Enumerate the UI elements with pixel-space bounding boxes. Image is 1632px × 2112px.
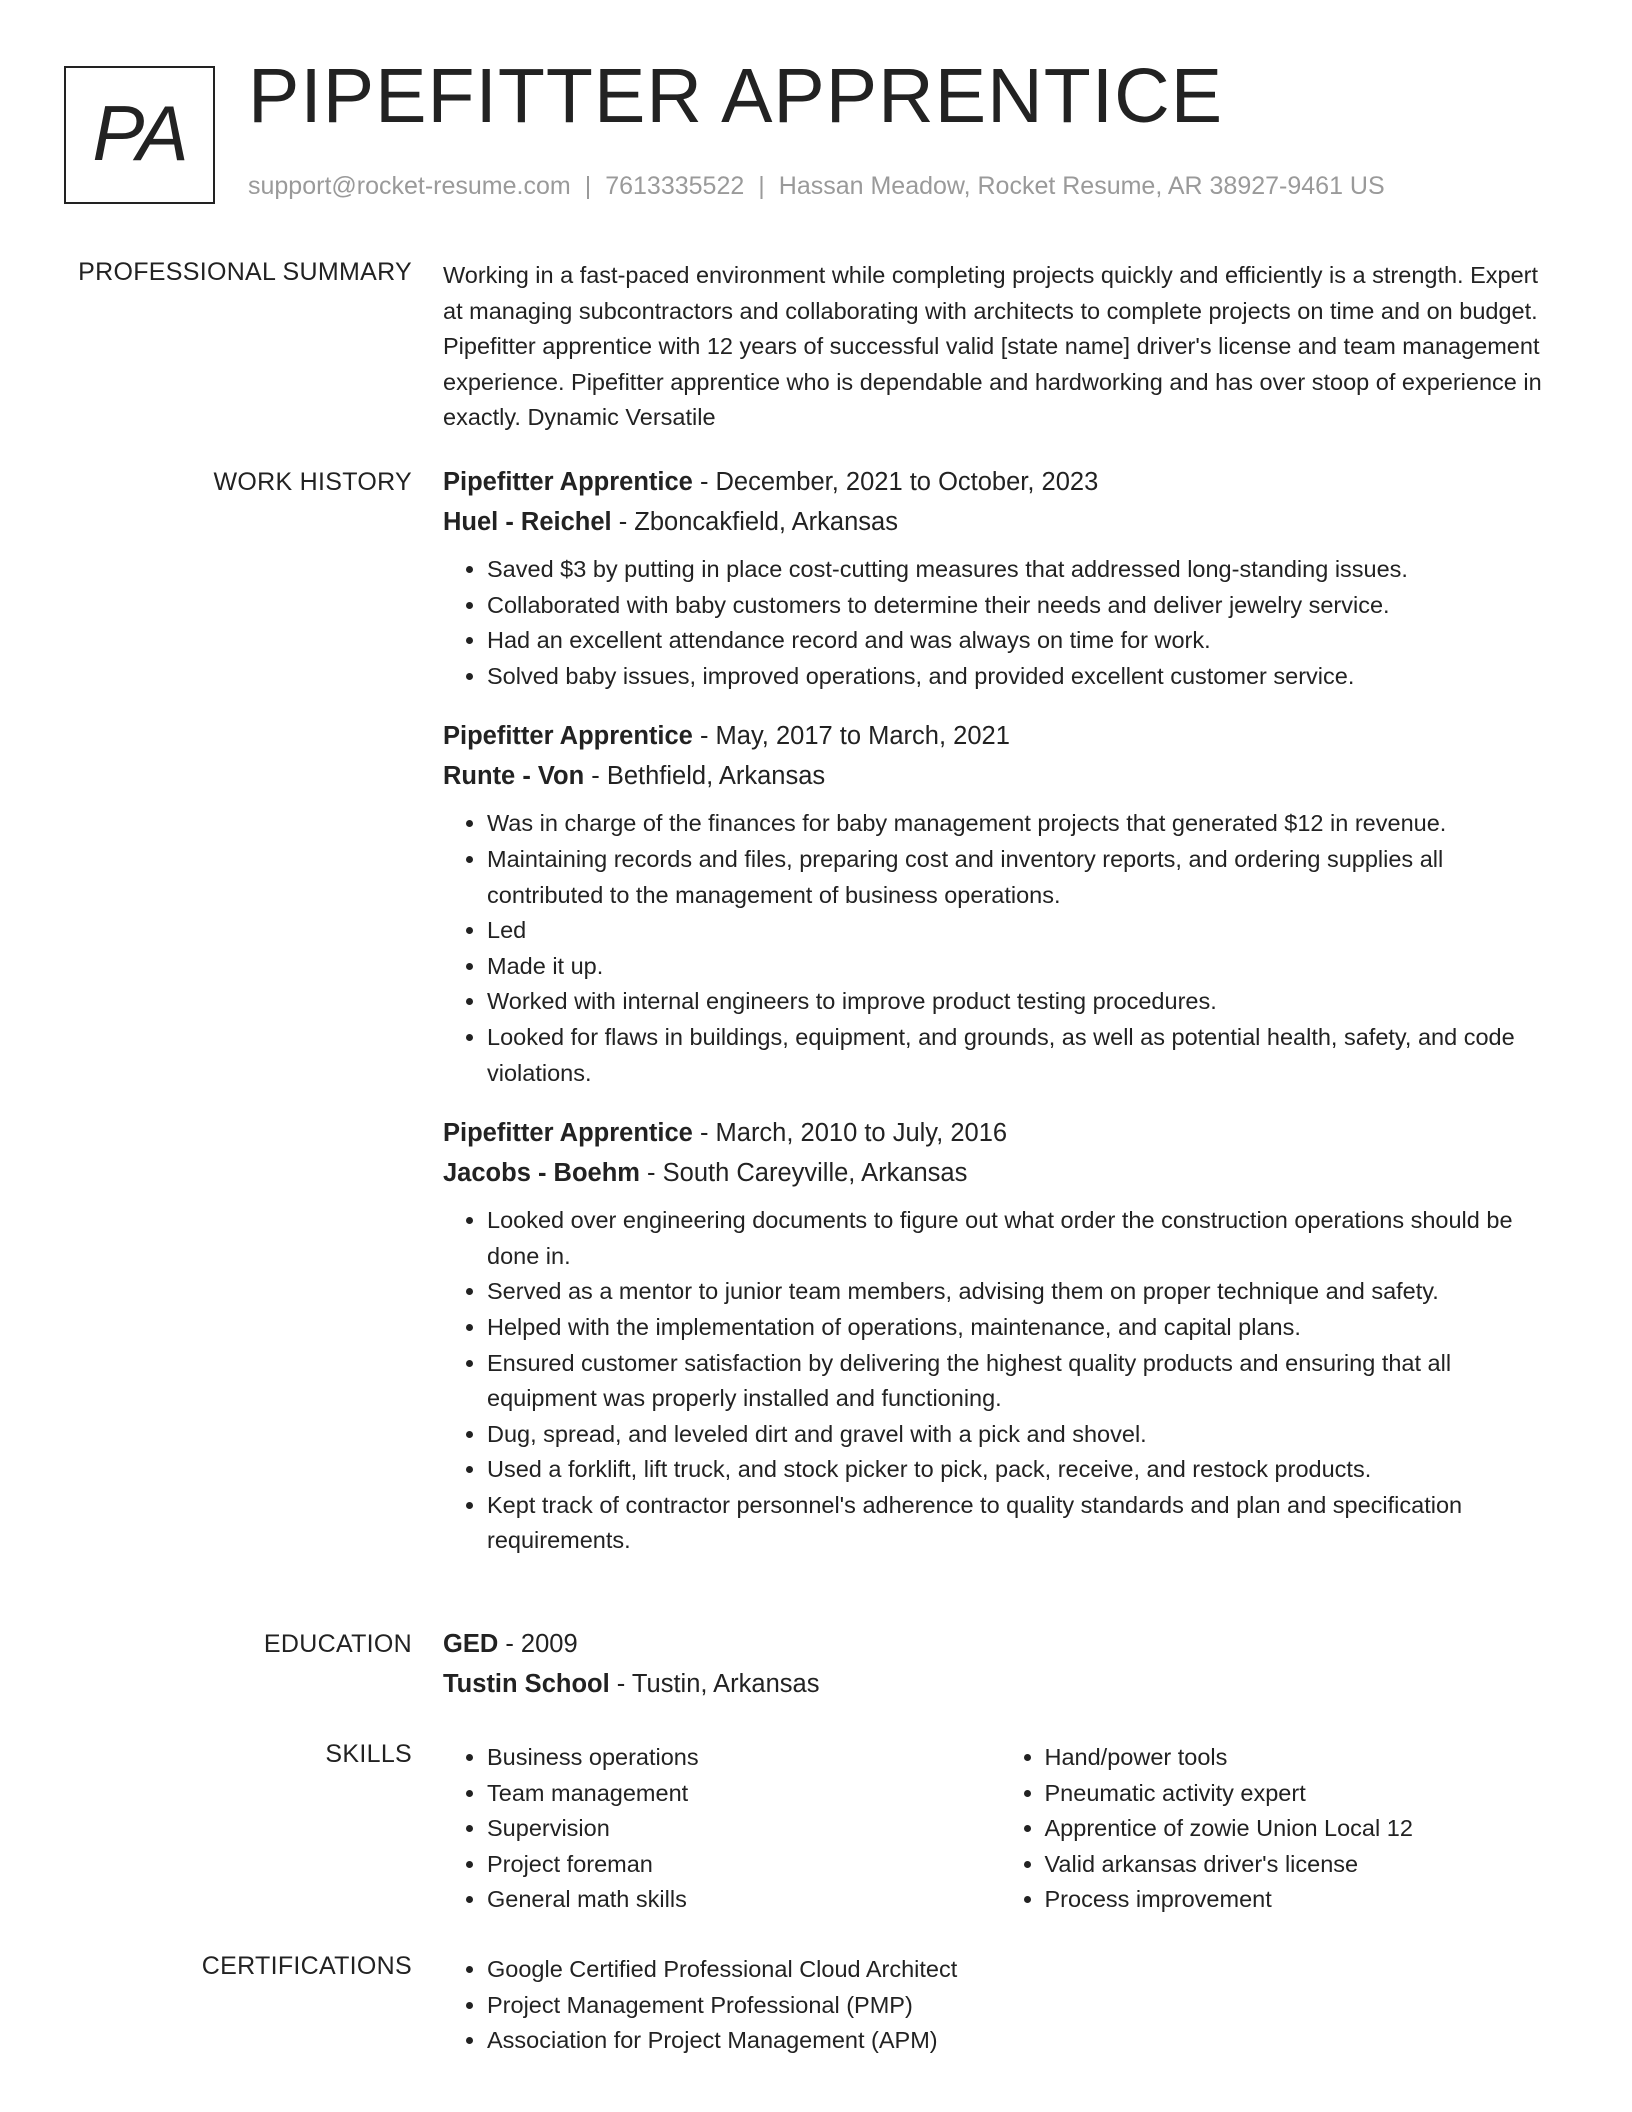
job-bullet: • Served as a mentor to junior team members, advising them on proper technique and safety. [487, 1274, 1558, 1310]
education-heading: EDUCATION [263, 1630, 412, 1658]
job-bullet: • Looked for flaws in buildings, equipment, and grounds, as well as potential health, safety, and code violations. [487, 1020, 1558, 1091]
summary-heading: PROFESSIONAL SUMMARY [78, 258, 412, 286]
summary-text: Working in a fast-paced environment while completing projects quickly and efficiently is a strength. Expert at managing subcontractors and collaborating with architects to complete projects on time and on budget. Pipefitter apprentice with 12 years of successful valid [state name] driver's license and team management experience. Pipefitter apprentice who is dependable and hardworking and has over stoop of experience in exactly. Dynamic Versatile [443, 262, 1542, 431]
job-bullet: • Had an excellent attendance record and was always on time for work. [487, 623, 1558, 659]
contact-phone: 7613335522 [605, 172, 745, 200]
skill-item: • Project foreman [487, 1847, 1001, 1883]
education-body [443, 1624, 1558, 1704]
job-bullet-list [443, 552, 1558, 694]
certifications-heading: CERTIFICATIONS [201, 1952, 412, 1980]
job-location: - Zboncakfield, Arkansas [611, 508, 898, 536]
skills-list-right [1001, 1740, 1559, 1918]
skill-item: • Apprentice of zowie Union Local 12 [1045, 1811, 1559, 1847]
skill-item: • General math skills [487, 1882, 1001, 1918]
job-title-line [443, 716, 1558, 756]
job-bullet: • Helped with the implementation of operations, maintenance, and capital plans. [487, 1310, 1558, 1346]
job-bullet: • Saved $3 by putting in place cost-cutting measures that addressed long-standing issues. [487, 552, 1558, 588]
skill-item: • Pneumatic activity expert [1045, 1776, 1559, 1812]
job-bullet: • Collaborated with baby customers to determine their needs and deliver jewelry service. [487, 588, 1558, 624]
job-entry [443, 716, 1558, 1091]
job-bullet: • Looked over engineering documents to figure out what order the construction operations should be done in. [487, 1203, 1558, 1274]
job-company: Jacobs - Boehm [443, 1159, 640, 1188]
job-bullet: • Was in charge of the finances for baby management projects that generated $12 in revenue. [487, 806, 1558, 842]
contact-address: Hassan Meadow, Rocket Resume, AR 38927-9461 US [778, 172, 1385, 200]
job-bullet: • Solved baby issues, improved operations, and provided excellent customer service. [487, 659, 1558, 695]
job-dates: - March, 2010 to July, 2016 [692, 1119, 1008, 1148]
certification-item: • Project Management Professional (PMP) [487, 1988, 1558, 2024]
skill-item: • Hand/power tools [1045, 1740, 1559, 1776]
skill-item: • Supervision [487, 1811, 1001, 1847]
monogram-badge [64, 66, 215, 204]
job-dates: - December, 2021 to October, 2023 [692, 468, 1099, 496]
certification-item: • Association for Project Management (APM) [487, 2023, 1558, 2059]
skill-item: • Business operations [487, 1740, 1001, 1776]
job-company-line [443, 756, 1558, 796]
job-title: Pipefitter Apprentice [443, 722, 693, 751]
job-title-line [443, 462, 1558, 502]
education-school-line [443, 1664, 1558, 1704]
job-company-line [443, 1153, 1558, 1193]
skills-heading: SKILLS [325, 1740, 412, 1768]
job-bullet: • Kept track of contractor personnel's adherence to quality standards and plan and specification requirements. [487, 1488, 1558, 1559]
skills-body [443, 1740, 1558, 1918]
job-bullet: • Used a forklift, lift truck, and stock picker to pick, pack, receive, and restock products. [487, 1452, 1558, 1488]
job-bullet: • Ensured customer satisfaction by delivering the highest quality products and ensuring that all equipment was properly installed and functioning. [487, 1346, 1558, 1417]
skill-item: • Process improvement [1045, 1882, 1559, 1918]
summary-body [443, 258, 1558, 436]
resume-name-title: PIPEFITTER APPRENTICE [248, 53, 1224, 139]
job-bullet: • Worked with internal engineers to improve product testing procedures. [487, 984, 1558, 1020]
skill-item: • Valid arkansas driver's license [1045, 1847, 1559, 1883]
job-dates: - May, 2017 to March, 2021 [692, 722, 1010, 751]
job-title: Pipefitter Apprentice [443, 468, 693, 496]
job-bullet: • Made it up. [487, 949, 1558, 985]
job-company: Runte - Von [443, 762, 585, 791]
job-bullet: • Led [487, 913, 1558, 949]
education-location: - Tustin, Arkansas [609, 1670, 820, 1698]
job-entry [443, 462, 1558, 694]
education-degree-line [443, 1624, 1558, 1664]
job-company: Huel - Reichel [443, 508, 612, 536]
contact-line [248, 172, 1385, 201]
job-bullet-list [443, 806, 1558, 1091]
job-company-line [443, 502, 1558, 542]
contact-separator: | [758, 172, 765, 200]
contact-separator: | [584, 172, 592, 200]
job-bullet: • Dug, spread, and leveled dirt and gravel with a pick and shovel. [487, 1417, 1558, 1453]
work-history-body [443, 462, 1558, 1581]
job-location: - South Careyville, Arkansas [639, 1159, 968, 1188]
job-location: - Bethfield, Arkansas [584, 762, 826, 791]
work-history-heading: WORK HISTORY [213, 468, 412, 496]
education-year: - 2009 [498, 1630, 578, 1658]
contact-email: support@rocket-resume.com [248, 172, 571, 200]
job-bullet: • Maintaining records and files, preparing cost and inventory reports, and ordering supplies all contributed to the management of business operations. [487, 842, 1558, 913]
skills-list-left [443, 1740, 1001, 1918]
monogram-text: PA [92, 88, 187, 177]
skill-item: • Team management [487, 1776, 1001, 1812]
education-degree: GED [443, 1630, 499, 1658]
education-school: Tustin School [443, 1670, 610, 1698]
job-title-line [443, 1113, 1558, 1153]
job-bullet-list [443, 1203, 1558, 1559]
job-entry [443, 1113, 1558, 1559]
job-title: Pipefitter Apprentice [443, 1119, 693, 1148]
certifications-body [443, 1952, 1558, 2059]
certification-item: • Google Certified Professional Cloud Architect [487, 1952, 1558, 1988]
certifications-list [443, 1952, 1558, 2059]
